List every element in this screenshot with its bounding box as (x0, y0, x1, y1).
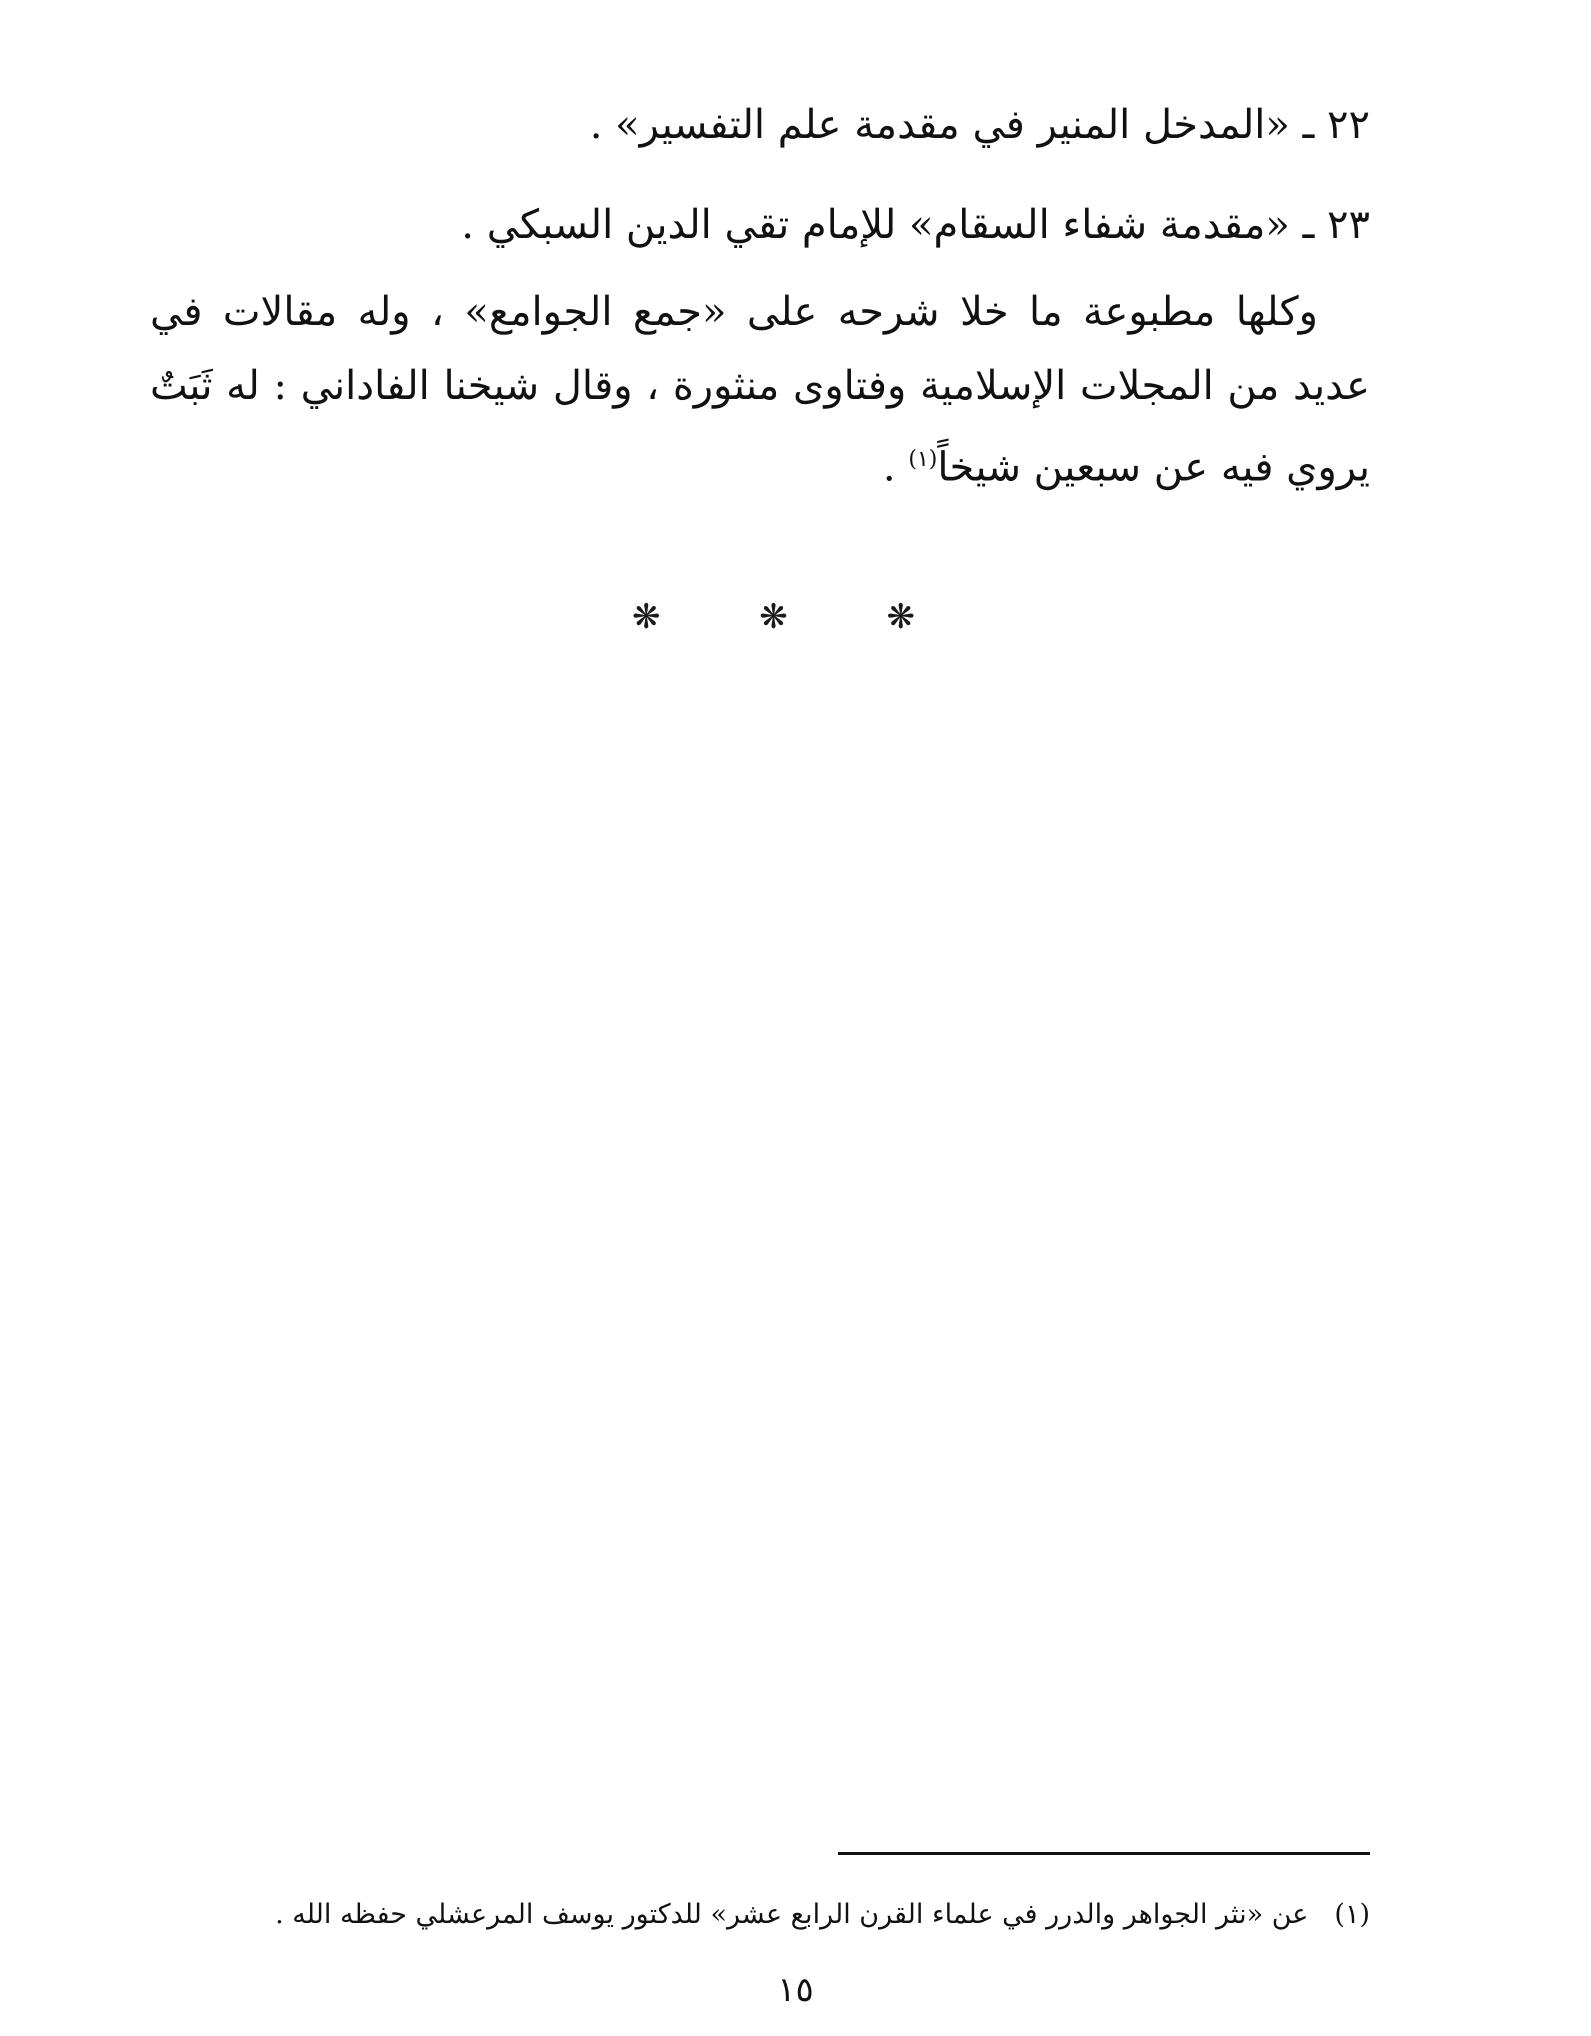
list-item-23: ٢٣ ـ «مقدمة شفاء السقام» للإمام تقي الدين السبكي . (461, 202, 1370, 248)
page-number: ١٥ (777, 1970, 814, 2010)
paragraph-line-2: عديد من المجلات الإسلامية وفتاوى منثورة ، وقال شيخنا الفاداني : له ثَبَتٌ (150, 363, 1370, 409)
paragraph-line-1: وكلها مطبوعة ما خلا شرحه على «جمع الجوامع» ، وله مقالات في (150, 289, 1318, 335)
section-separator: ❋ ❋ ❋ (631, 597, 960, 637)
footnote (150, 1895, 1370, 1935)
paragraph-line-3 (150, 423, 1370, 504)
footnote-number: (١) (1334, 1899, 1370, 1930)
list-item-22: ٢٢ ـ «المدخل المنير في مقدمة علم التفسير» . (589, 102, 1370, 148)
paragraph-line-3-end: . (882, 444, 909, 491)
footnote-reference[interactable]: (١) (908, 447, 938, 472)
footnote-text: عن «نثر الجواهر والدرر في علماء القرن الرابع عشر» للدكتور يوسف المرعشلي حفظه الله . (275, 1899, 1309, 1930)
paragraph-line-3-text: يروي فيه عن سبعين شيخاً (937, 444, 1370, 491)
footnote-divider (838, 1852, 1370, 1855)
body-paragraph (150, 275, 1370, 504)
